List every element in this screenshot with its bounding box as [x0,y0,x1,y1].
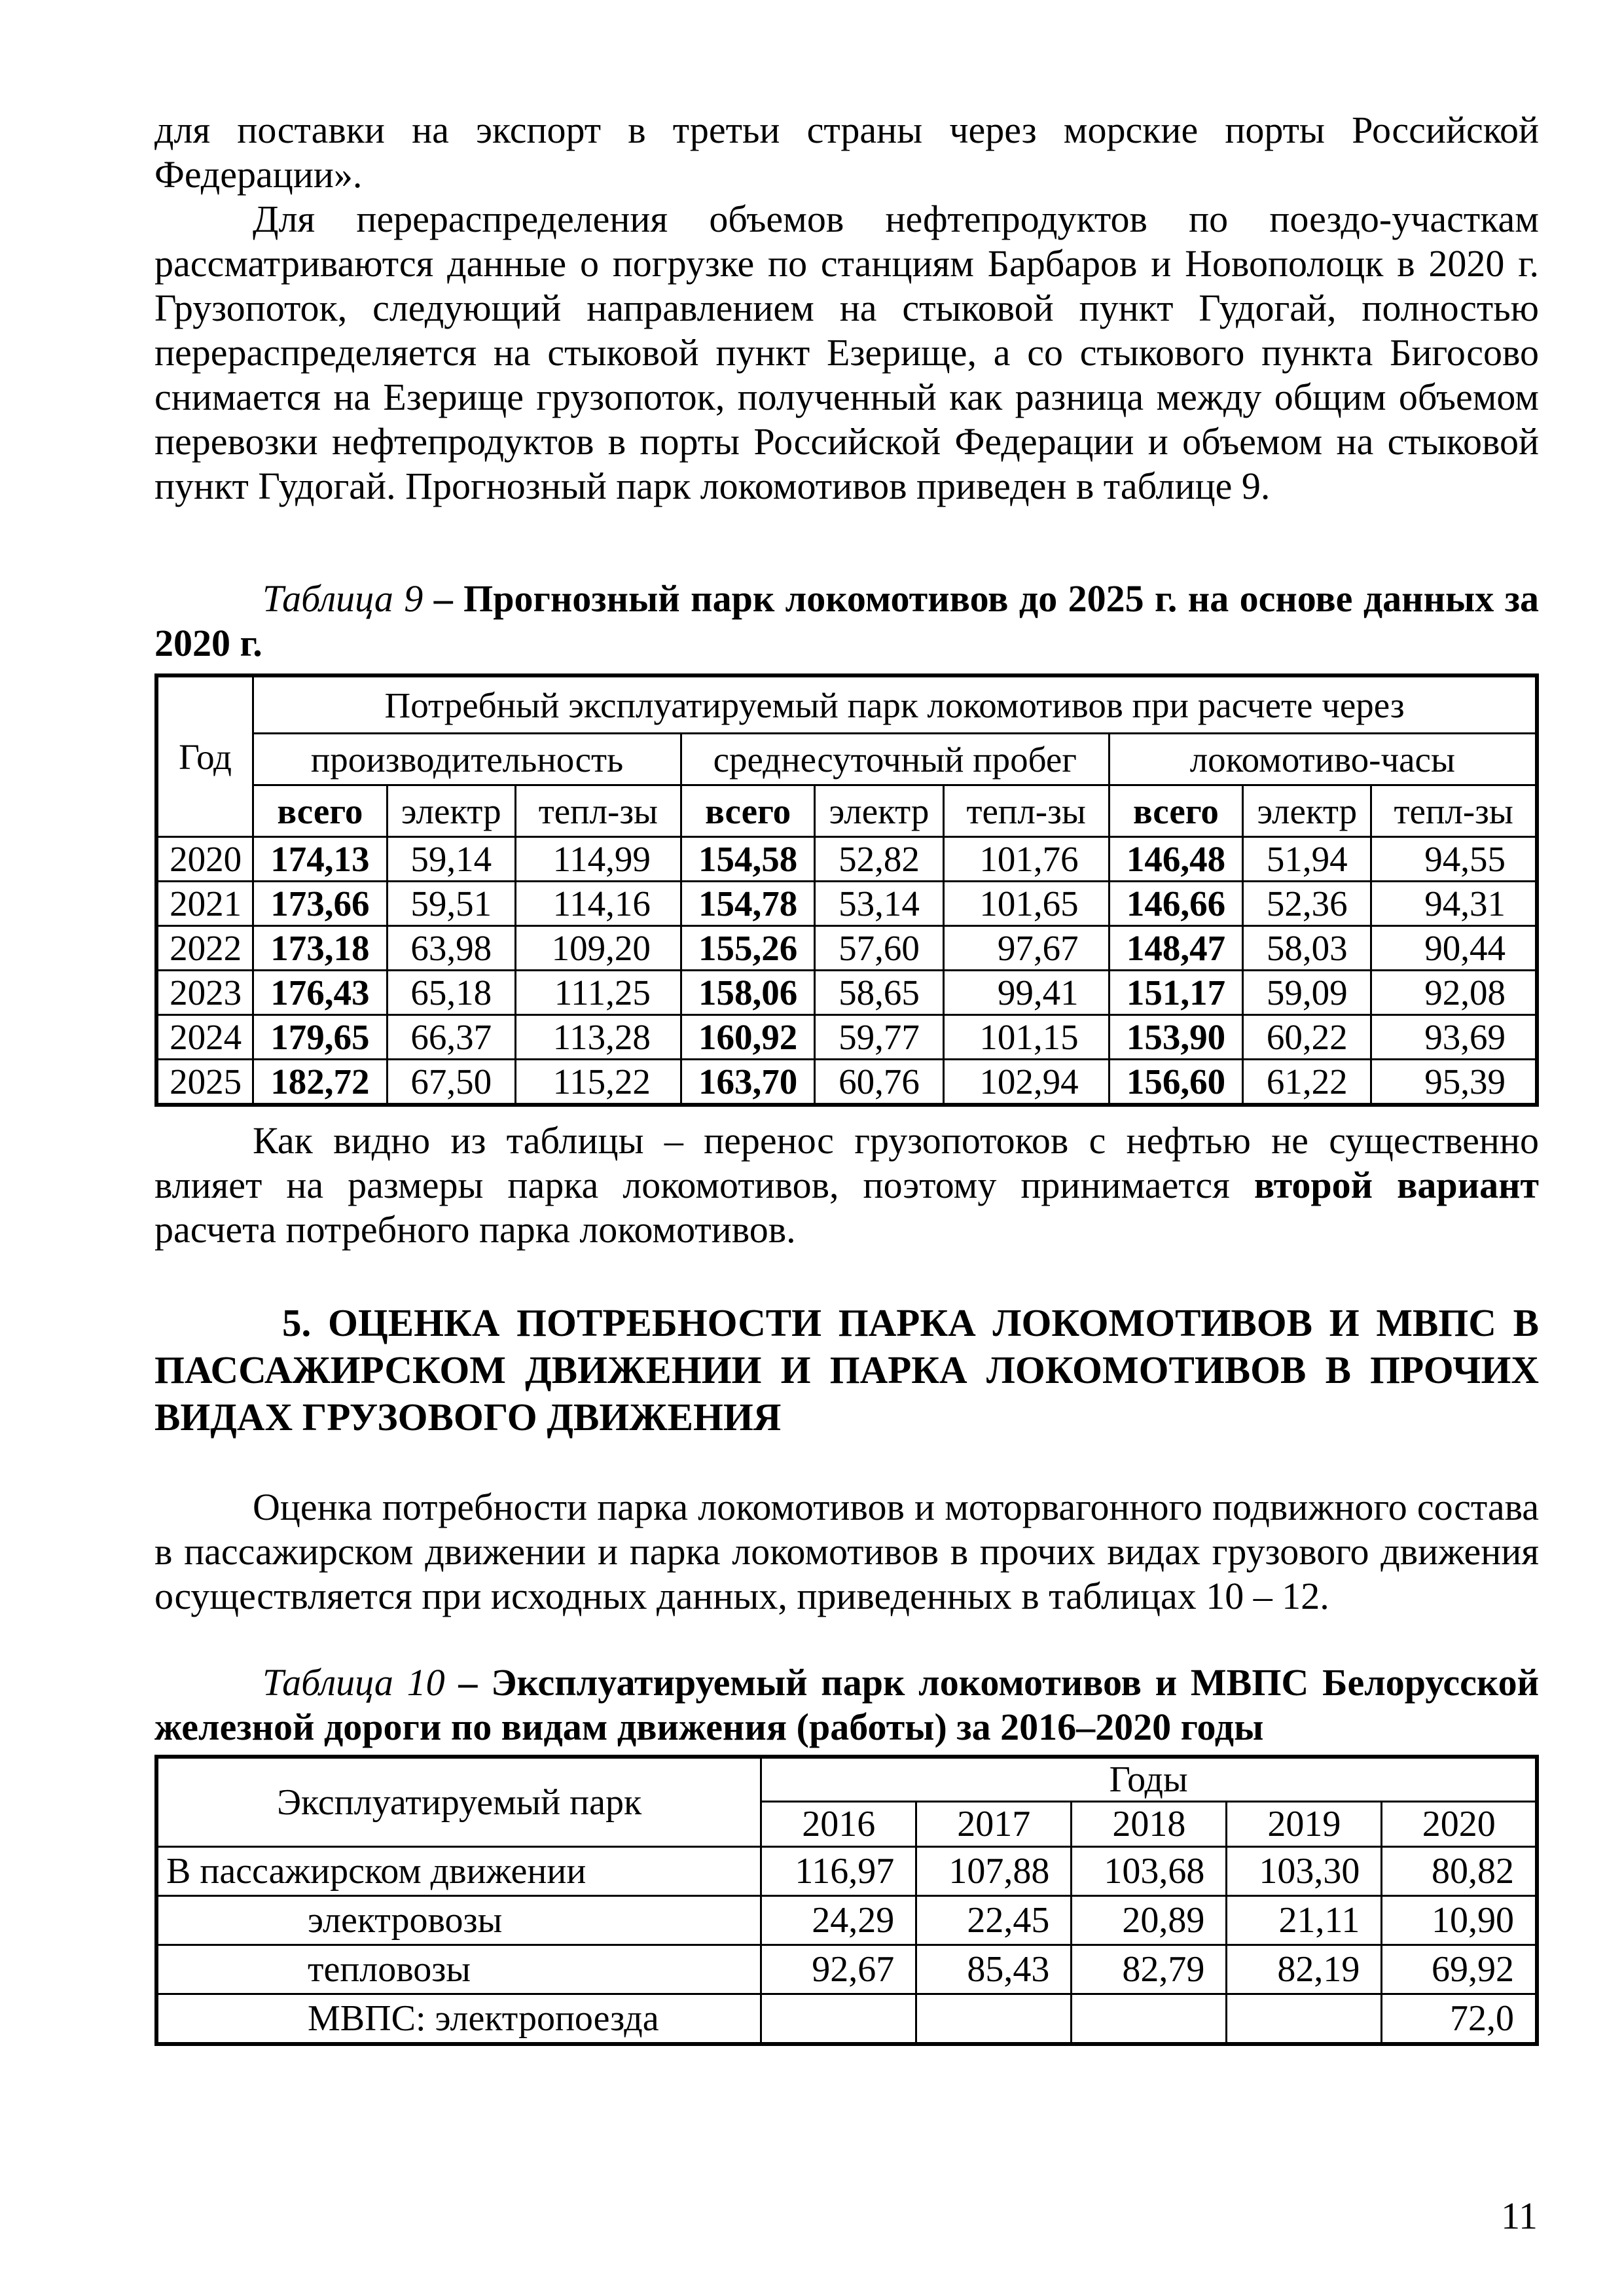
table9-year-cell: 2022 [156,926,253,971]
table9-subheader: электр [815,785,943,837]
table9-year-cell: 2024 [156,1015,253,1060]
table9-value-cell: 60,76 [815,1060,943,1105]
table10-value-cell: 85,43 [916,1945,1072,1994]
table9-value-cell: 160,92 [681,1015,815,1060]
table9-value-cell: 111,25 [515,971,681,1015]
table9-value-cell: 52,82 [815,837,943,882]
table9-subheader: тепл-зы [515,785,681,837]
table9-value-cell: 151,17 [1109,971,1243,1015]
table10-caption-dash: – [444,1661,492,1704]
table9-value-cell: 154,58 [681,837,815,882]
table9-subheader: тепл-зы [1371,785,1537,837]
table10-label-cell: МВПС: электропоезда [156,1994,761,2045]
table9-year-cell: 2025 [156,1060,253,1105]
table9-value-cell: 94,55 [1371,837,1537,882]
table9-value-cell: 115,22 [515,1060,681,1105]
table10-park-column-header: Эксплуатируемый парк [156,1757,761,1847]
table9-value-cell: 63,98 [387,926,515,971]
table9-value-cell: 94,31 [1371,882,1537,926]
table9-body [156,837,1537,1105]
table9-group-header: локомотиво-часы [1109,734,1537,785]
paragraph-assessment: Оценка потребности парка локомотивов и моторвагонного подвижного состава в пассажирском движении и парка локомотивов в прочих видах грузового движения осуществляется при исходных данных, приведенных в таблицах 10 – 12. [154,1486,1539,1617]
table10-row [156,1896,1537,1945]
table10-caption-label: Таблица 10 [262,1661,445,1704]
table9-row [156,926,1537,971]
table9-value-cell: 59,09 [1243,971,1371,1015]
table9-value-cell: 51,94 [1243,837,1371,882]
table10-value-cell: 82,79 [1072,1945,1227,1994]
table9-subheader: всего [253,785,388,837]
table9-groups-row [156,734,1537,785]
table9-value-cell: 146,66 [1109,882,1243,926]
table10-value-cell [916,1994,1072,2045]
table10-label-cell: В пассажирском движении [156,1847,761,1896]
table9-value-cell: 179,65 [253,1015,388,1060]
table9-value-cell: 60,22 [1243,1015,1371,1060]
table10-value-cell: 72,0 [1382,1994,1537,2045]
table10-years-header: Годы [761,1757,1537,1802]
table10-year-header: 2016 [761,1802,916,1847]
section-5-heading: 5. ОЦЕНКА ПОТРЕБНОСТИ ПАРКА ЛОКОМОТИВОВ И МВПС В ПАССАЖИРСКОМ ДВИЖЕНИИ И ПАРКА ЛОКОМОТИВОВ В ПРОЧИХ ВИДАХ ГРУЗОВОГО ДВИЖЕНИЯ [154,1301,1539,1439]
table9-value-cell: 66,37 [387,1015,515,1060]
table10-row [156,1847,1537,1896]
table10-value-cell: 24,29 [761,1896,916,1945]
table9-value-cell: 156,60 [1109,1060,1243,1105]
table9-subheader: всего [681,785,815,837]
table9-value-cell: 90,44 [1371,926,1537,971]
table10-caption [154,1660,1539,1749]
table9-row [156,1015,1537,1060]
table9-value-cell: 58,65 [815,971,943,1015]
table9-value-cell: 102,94 [943,1060,1109,1105]
table9-value-cell: 59,51 [387,882,515,926]
table9-value-cell: 114,99 [515,837,681,882]
table10-label-cell: электровозы [156,1896,761,1945]
table9-header-row-1 [156,675,1537,734]
conclusion-text-start: Как видно из таблицы – перенос грузопотоков с нефтью не существенно влияет на размеры парка локомотивов, поэтому принимается [154,1119,1539,1206]
table10-value-cell [1227,1994,1382,2045]
table9-value-cell: 173,66 [253,882,388,926]
table10-row [156,1945,1537,1994]
paragraph-continuation: для поставки на экспорт в третьи страны через морские порты Российской Федерации». [154,109,1539,196]
page-number: 11 [1501,2195,1538,2237]
table10-value-cell: 80,82 [1382,1847,1537,1896]
table10-value-cell: 69,92 [1382,1945,1537,1994]
table9-value-cell: 93,69 [1371,1015,1537,1060]
table9-value-cell: 99,41 [943,971,1109,1015]
table9-value-cell: 176,43 [253,971,388,1015]
table10-value-cell: 10,90 [1382,1896,1537,1945]
table9 [154,673,1539,1107]
table9-group-header: производительность [253,734,681,785]
table9-value-cell: 57,60 [815,926,943,971]
paragraph-redistribution: Для перераспределения объемов нефтепродуктов по поездо-участкам рассматриваются данные о погрузке по станциям Барбаров и Новополоцк в 2020 г. Грузопоток, следующий направлением на стыковой пункт Гудогай, полностью перераспределяется на стыковой пункт Езерище, а со стыкового пункта Бигосово снимается на Езерище грузопоток, полученный как разница между общим объемом перевозки нефтепродуктов в порты Российской Федерации и объемом на стыковой пункт Гудогай. Прогнозный парк локомотивов приведен в таблице 9. [154,198,1539,507]
table9-value-cell: 158,06 [681,971,815,1015]
table9-year-cell: 2021 [156,882,253,926]
table10-year-header: 2017 [916,1802,1072,1847]
table9-value-cell: 95,39 [1371,1060,1537,1105]
table10-value-cell: 21,11 [1227,1896,1382,1945]
table9-value-cell: 109,20 [515,926,681,971]
table9-caption-dash: – [423,577,464,620]
table10-value-cell [761,1994,916,2045]
table9-value-cell: 101,65 [943,882,1109,926]
table9-value-cell: 58,03 [1243,926,1371,971]
table9-subheader: электр [1243,785,1371,837]
table9-main-header: Потребный эксплуатируемый парк локомотивов при расчете через [253,675,1537,734]
table9-year-cell: 2023 [156,971,253,1015]
table10-label-cell: тепловозы [156,1945,761,1994]
table9-value-cell: 173,18 [253,926,388,971]
table10-caption-title: Эксплуатируемый парк локомотивов и МВПС Белорусской железной дороги по видам движения (работы) за 2016–2020 годы [154,1661,1539,1748]
table10-value-cell: 22,45 [916,1896,1072,1945]
table10-year-header: 2020 [1382,1802,1537,1847]
table9-row [156,971,1537,1015]
table10-year-header: 2019 [1227,1802,1382,1847]
table10-value-cell: 20,89 [1072,1896,1227,1945]
table9-value-cell: 101,15 [943,1015,1109,1060]
table10-value-cell: 92,67 [761,1945,916,1994]
table9-value-cell: 61,22 [1243,1060,1371,1105]
table10 [154,1755,1539,2046]
table9-subheader: тепл-зы [943,785,1109,837]
conclusion-text-end: расчета потребного парка локомотивов. [154,1208,796,1251]
table9-value-cell: 67,50 [387,1060,515,1105]
table10-value-cell: 103,30 [1227,1847,1382,1896]
table9-subheader: всего [1109,785,1243,837]
table9-row [156,837,1537,882]
table9-value-cell: 163,70 [681,1060,815,1105]
table9-value-cell: 97,67 [943,926,1109,971]
table10-body [156,1847,1537,2045]
table10-row [156,1994,1537,2045]
table9-value-cell: 59,14 [387,837,515,882]
table10-value-cell: 107,88 [916,1847,1072,1896]
table10-value-cell: 116,97 [761,1847,916,1896]
table10-value-cell: 82,19 [1227,1945,1382,1994]
table9-group-header: среднесуточный пробег [681,734,1109,785]
table10-header-row-1 [156,1757,1537,1802]
table10-year-header: 2018 [1072,1802,1227,1847]
table9-value-cell: 65,18 [387,971,515,1015]
table9-value-cell: 155,26 [681,926,815,971]
table9-row [156,1060,1537,1105]
conclusion-bold-variant: второй вариант [1254,1164,1540,1206]
table9-value-cell: 174,13 [253,837,388,882]
table9-value-cell: 153,90 [1109,1015,1243,1060]
table9-value-cell: 92,08 [1371,971,1537,1015]
table9-value-cell: 114,16 [515,882,681,926]
table9-caption-title: Прогнозный парк локомотивов до 2025 г. на основе данных за 2020 г. [154,577,1540,664]
table9-value-cell: 146,48 [1109,837,1243,882]
table9-value-cell: 148,47 [1109,926,1243,971]
table9-subheader: электр [387,785,515,837]
table9-caption-label: Таблица 9 [262,577,424,620]
table9-year-column-header: Год [156,675,253,837]
table10-value-cell: 103,68 [1072,1847,1227,1896]
table10-value-cell [1072,1994,1227,2045]
table9-value-cell: 182,72 [253,1060,388,1105]
table9-value-cell: 113,28 [515,1015,681,1060]
table9-value-cell: 53,14 [815,882,943,926]
table9-row [156,882,1537,926]
table9-value-cell: 52,36 [1243,882,1371,926]
table9-value-cell: 59,77 [815,1015,943,1060]
table9-value-cell: 101,76 [943,837,1109,882]
table9-subheaders-row [156,785,1537,837]
table9-caption [154,577,1539,666]
paragraph-conclusion [154,1119,1539,1252]
table9-value-cell: 154,78 [681,882,815,926]
table9-year-cell: 2020 [156,837,253,882]
